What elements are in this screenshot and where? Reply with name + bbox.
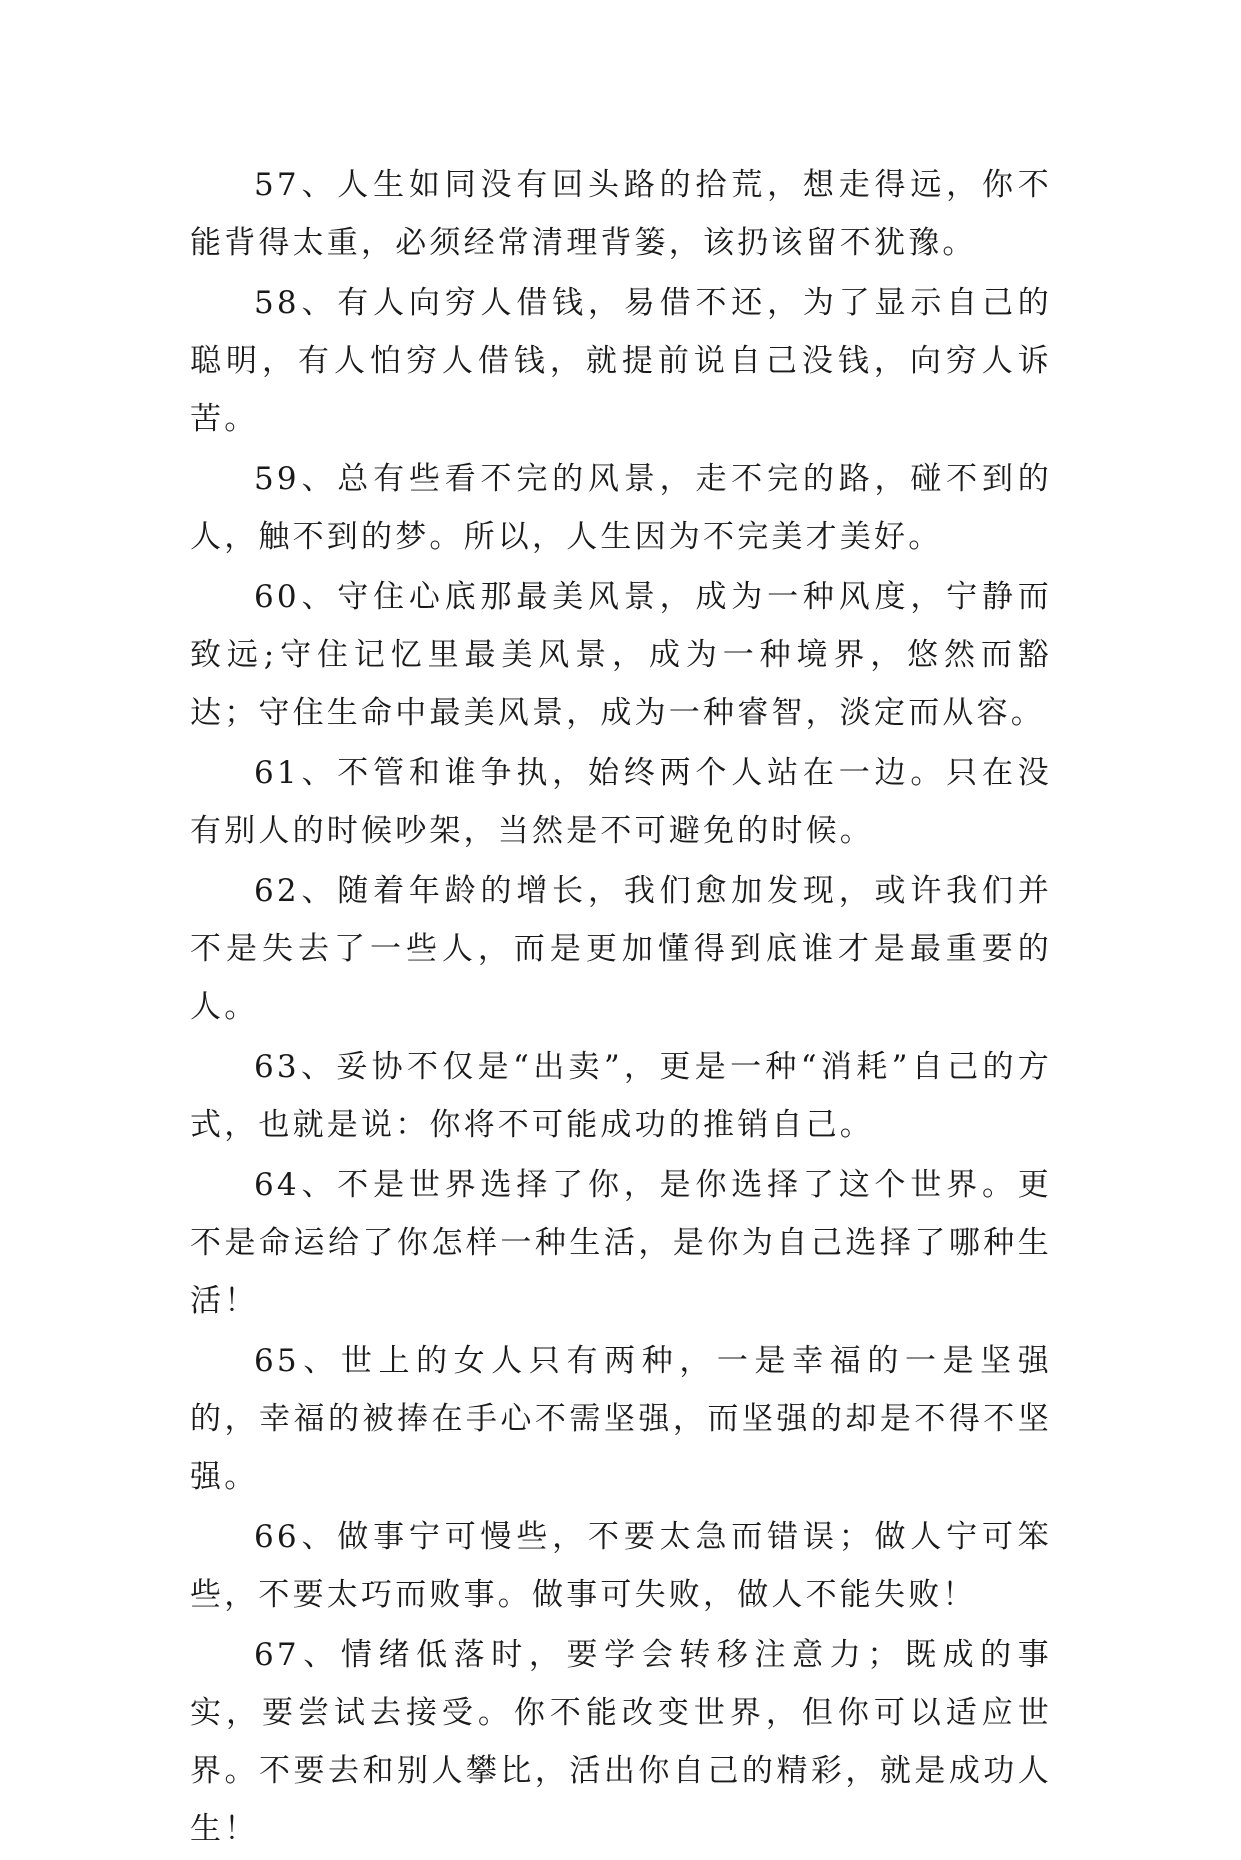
paragraph-63: 63、妥协不仅是“出卖”，更是一种“消耗”自己的方式，也就是说：你将不可能成功的推销自己。	[190, 1049, 1052, 1143]
paragraph-64: 64、不是世界选择了你，是你选择了这个世界。更不是命运给了你怎样一种生活，是你为自己选择了哪种生活！	[190, 1167, 1052, 1319]
paragraph-58: 58、有人向穷人借钱，易借不还，为了显示自己的聪明，有人怕穷人借钱，就提前说自己没钱，向穷人诉苦。	[190, 285, 1052, 437]
paragraph-57: 57、人生如同没有回头路的拾荒，想走得远，你不能背得太重，必须经常清理背篓，该扔该留不犹豫。	[190, 167, 1052, 261]
paragraph-65: 65、世上的女人只有两种，一是幸福的一是坚强的，幸福的被捧在手心不需坚强，而坚强的却是不得不坚强。	[190, 1343, 1052, 1495]
paragraph-59: 59、总有些看不完的风景，走不完的路，碰不到的人，触不到的梦。所以，人生因为不完美才美好。	[190, 461, 1052, 555]
paragraph-67: 67、情绪低落时，要学会转移注意力；既成的事实，要尝试去接受。你不能改变世界，但你可以适应世界。不要去和别人攀比，活出你自己的精彩，就是成功人生！	[190, 1637, 1052, 1847]
paragraph-61: 61、不管和谁争执，始终两个人站在一边。只在没有别人的时候吵架，当然是不可避免的时候。	[190, 755, 1052, 849]
paragraph-66: 66、做事宁可慢些，不要太急而错误；做人宁可笨些，不要太巧而败事。做事可失败，做人不能失败！	[190, 1519, 1052, 1613]
paragraph-62: 62、随着年龄的增长，我们愈加发现，或许我们并不是失去了一些人，而是更加懂得到底谁才是最重要的人。	[190, 873, 1052, 1025]
paragraph-60: 60、守住心底那最美风景，成为一种风度，宁静而致远;守住记忆里最美风景，成为一种境界，悠然而豁达；守住生命中最美风景，成为一种睿智，淡定而从容。	[190, 579, 1052, 731]
document-body	[190, 156, 1052, 1860]
